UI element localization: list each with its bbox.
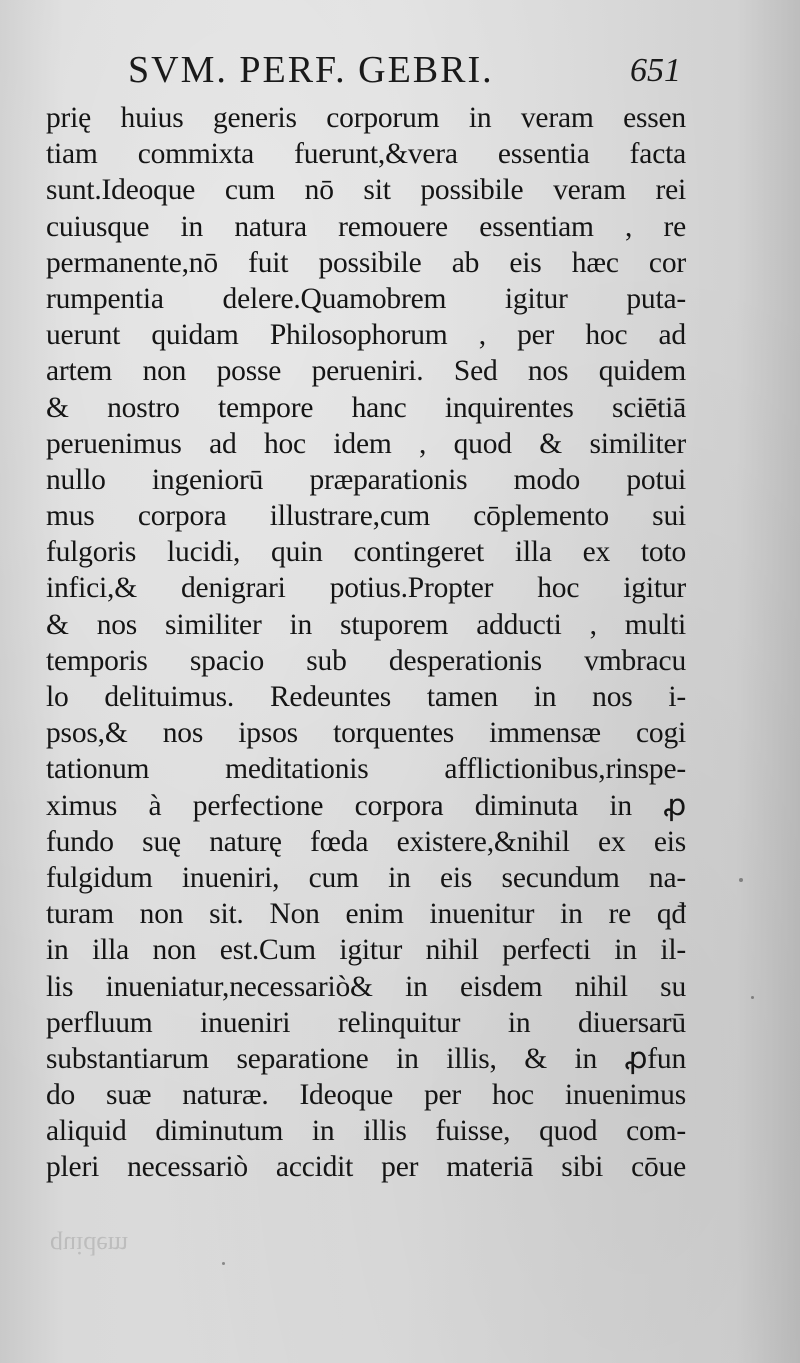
ink-speck	[739, 878, 743, 882]
text-line: substantiarum separatione in illis, & in ꝓfun	[46, 1042, 686, 1075]
text-line: perfluum inueniri relinquitur in diuersarū	[46, 1006, 686, 1039]
text-line: do suæ naturæ. Ideoque per hoc inuenimus	[46, 1079, 686, 1112]
text-line: tationum meditationis afflictionibus,rinspe-	[46, 753, 686, 786]
text-line: artem non posse perueniri. Sed nos quidem	[46, 355, 686, 388]
text-line: lis inueniatur,necessariò& in eisdem nihil su	[46, 970, 686, 1003]
text-line: lo delituimus. Redeuntes tamen in nos i-	[46, 681, 686, 713]
text-line: fulgoris lucidi, quin contingeret illa ex toto	[46, 536, 686, 569]
text-line: infici,& denigrari potius.Propter hoc igitur	[46, 572, 686, 605]
text-line: uerunt quidam Philosophorum , per hoc ad	[46, 319, 686, 352]
page-header	[128, 48, 688, 98]
text-line: mus corpora illustrare,cum cōplemento sui	[46, 500, 686, 533]
text-line: pleri necessariò accidit per materiā sibi cōue	[46, 1151, 686, 1184]
text-line: nullo ingeniorū præparationis modo potui	[46, 463, 686, 496]
page-number: 651	[630, 52, 681, 89]
text-line: & nostro tempore hanc inquirentes sciētiā	[46, 391, 686, 424]
text-line: prię huius generis corporum in veram essen	[46, 102, 686, 134]
text-line: tiam commixta fuerunt,&vera essentia facta	[46, 138, 686, 171]
text-line: aliquid diminutum in illis fuisse, quod com-	[46, 1115, 686, 1148]
text-line: in illa non est.Cum igitur nihil perfecti in il-	[46, 934, 686, 967]
text-line: ximus à perfectione corpora diminuta in ꝓ	[46, 789, 686, 822]
text-line: & nos similiter in stuporem adducti , multi	[46, 608, 686, 641]
text-line: fundo suę naturę fœda existere,&nihil ex eis	[46, 825, 686, 858]
text-line: peruenimus ad hoc idem , quod & similiter	[46, 427, 686, 460]
text-line: temporis spacio sub desperationis vmbracu	[46, 644, 686, 677]
running-title: SVM. PERF. GEBRI.	[128, 49, 494, 91]
text-line: rumpentia delere.Quamobrem igitur puta-	[46, 282, 686, 315]
ink-speck	[751, 996, 754, 999]
text-line: cuiusque in natura remouere essentiam , re	[46, 210, 686, 243]
text-line: turam non sit. Non enim inuenitur in re qđ	[46, 898, 686, 931]
bleed-through-text: quidem	[50, 1231, 128, 1260]
text-line: sunt.Ideoque cum nō sit possibile veram rei	[46, 174, 686, 207]
text-line: permanente,nō fuit possibile ab eis hæc cor	[46, 246, 686, 279]
text-line: fulgidum inueniri, cum in eis secundum na-	[46, 861, 686, 894]
body-text	[46, 100, 686, 1186]
ink-speck	[222, 1262, 225, 1265]
text-line: psos,& nos ipsos torquentes immensæ cogi	[46, 717, 686, 750]
